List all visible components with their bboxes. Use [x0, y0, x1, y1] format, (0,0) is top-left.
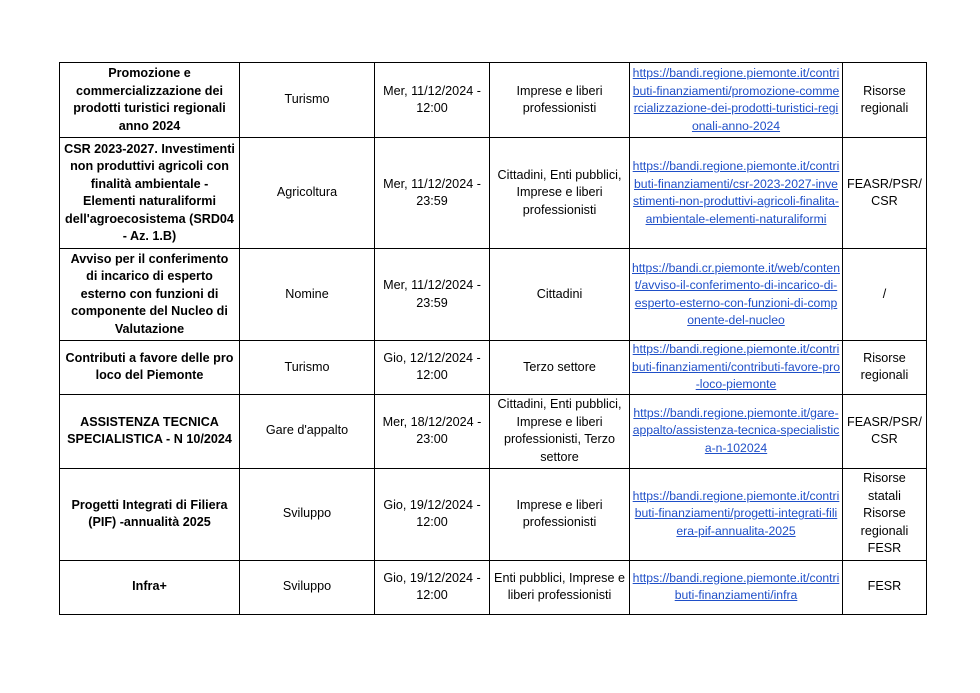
bando-deadline: Mer, 11/12/2024 - 23:59	[375, 138, 490, 249]
bando-funding: FEASR/PSR/ CSR	[843, 394, 927, 468]
bando-title: ASSISTENZA TECNICA SPECIALISTICA - N 10/2024	[60, 394, 240, 468]
table-row	[60, 249, 927, 341]
bando-title: Infra+	[60, 560, 240, 614]
bando-link[interactable]: https://bandi.regione.piemonte.it/contributi-finanziamenti/promozione-commercializzazione-dei-prodotti-turistici-regionali-anno-2024	[632, 66, 840, 133]
bando-recipients: Enti pubblici, Imprese e liberi professionisti	[490, 560, 630, 614]
bando-title: Contributi a favore delle pro loco del Piemonte	[60, 341, 240, 395]
bando-sector: Nomine	[240, 249, 375, 341]
bando-title: CSR 2023-2027. Investimenti non produttivi agricoli con finalità ambientale - Elementi naturaliformi dell'agroecosistema (SRD04 - Az. 1.B)	[60, 138, 240, 249]
bando-recipients: Cittadini, Enti pubblici, Imprese e liberi professionisti, Terzo settore	[490, 394, 630, 468]
bando-recipients: Cittadini, Enti pubblici, Imprese e liberi professionisti	[490, 138, 630, 249]
bando-funding: Risorse regionali	[843, 341, 927, 395]
bando-recipients: Cittadini	[490, 249, 630, 341]
bando-deadline: Mer, 18/12/2024 - 23:00	[375, 394, 490, 468]
bando-funding: /	[843, 249, 927, 341]
bando-title: Avviso per il conferimento di incarico di esperto esterno con funzioni di componente del Nucleo di Valutazione	[60, 249, 240, 341]
table-row	[60, 138, 927, 249]
bando-deadline: Gio, 19/12/2024 - 12:00	[375, 468, 490, 560]
bando-deadline: Mer, 11/12/2024 - 23:59	[375, 249, 490, 341]
bando-deadline: Gio, 19/12/2024 - 12:00	[375, 560, 490, 614]
bando-funding: Risorse statali Risorse regionali FESR	[843, 468, 927, 560]
bando-deadline: Mer, 11/12/2024 - 12:00	[375, 63, 490, 138]
bando-sector: Turismo	[240, 341, 375, 395]
bando-title: Promozione e commercializzazione dei prodotti turistici regionali anno 2024	[60, 63, 240, 138]
bando-recipients: Imprese e liberi professionisti	[490, 468, 630, 560]
table-row	[60, 63, 927, 138]
bando-funding: Risorse regionali	[843, 63, 927, 138]
bando-sector: Agricoltura	[240, 138, 375, 249]
bando-link[interactable]: https://bandi.regione.piemonte.it/contributi-finanziamenti/csr-2023-2027-investimenti-non-produttivi-agricoli-finalita-ambientale-elementi-naturaliformi	[632, 159, 840, 226]
table-row	[60, 394, 927, 468]
table-row	[60, 341, 927, 395]
bando-link[interactable]: https://bandi.cr.piemonte.it/web/content/avviso-il-conferimento-di-incarico-di-esperto-esterno-con-funzioni-di-componente-del-nucleo	[632, 260, 840, 327]
bando-sector: Turismo	[240, 63, 375, 138]
bando-link[interactable]: https://bandi.regione.piemonte.it/gare-appalto/assistenza-tecnica-specialistica-n-102024	[632, 405, 840, 455]
bando-link[interactable]: https://bandi.regione.piemonte.it/contributi-finanziamenti/contributi-favore-pro-loco-piemonte	[632, 342, 840, 391]
bando-recipients: Imprese e liberi professionisti	[490, 63, 630, 138]
bando-deadline: Gio, 12/12/2024 - 12:00	[375, 341, 490, 395]
bando-sector: Sviluppo	[240, 468, 375, 560]
bando-funding: FESR	[843, 560, 927, 614]
bando-title: Progetti Integrati di Filiera (PIF) -annualità 2025	[60, 468, 240, 560]
bandi-table	[59, 62, 927, 615]
bando-recipients: Terzo settore	[490, 341, 630, 395]
bando-link[interactable]: https://bandi.regione.piemonte.it/contributi-finanziamenti/progetti-integrati-filiera-pif-annualita-2025	[632, 488, 840, 538]
bando-sector: Gare d'appalto	[240, 394, 375, 468]
table-row	[60, 468, 927, 560]
bando-link[interactable]: https://bandi.regione.piemonte.it/contributi-finanziamenti/infra	[632, 570, 840, 602]
bando-sector: Sviluppo	[240, 560, 375, 614]
table-row	[60, 560, 927, 614]
bando-funding: FEASR/PSR/ CSR	[843, 138, 927, 249]
